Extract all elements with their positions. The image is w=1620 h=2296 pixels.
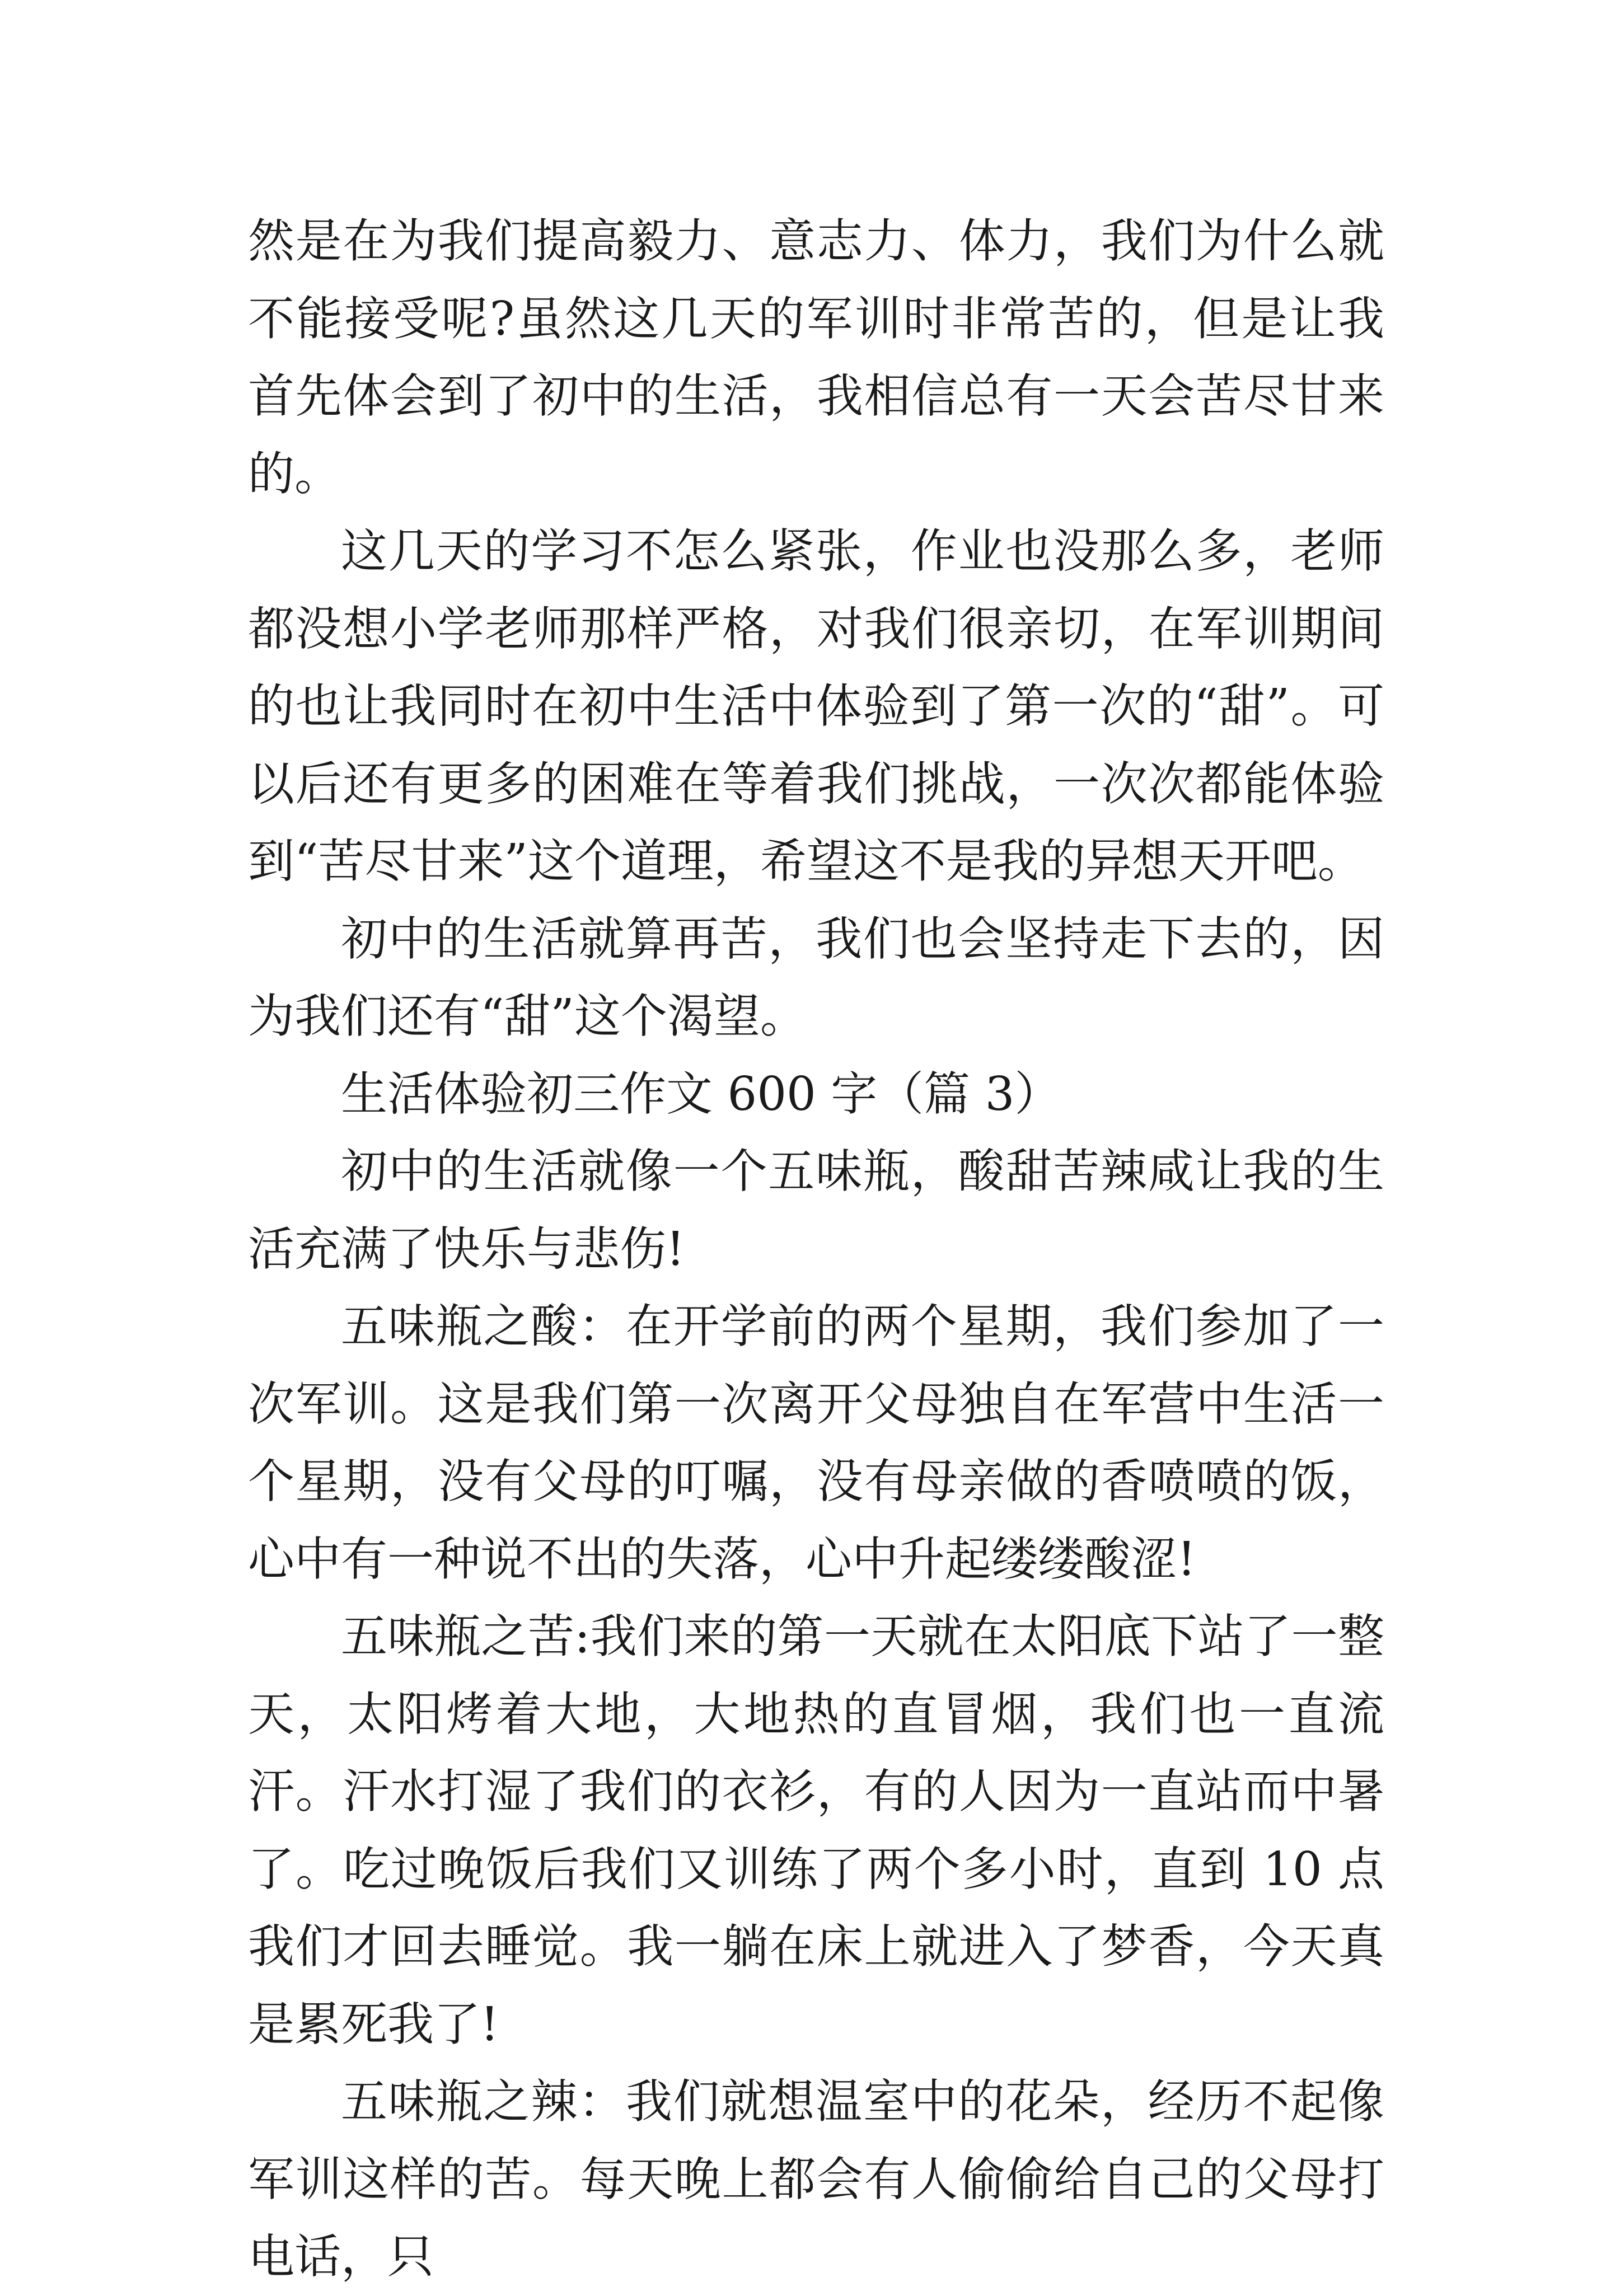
paragraph-5: 五味瓶之酸：在开学前的两个星期，我们参加了一次军训。这是我们第一次离开父母独自在军营中生活一个星期，没有父母的叮嘱，没有母亲做的香喷喷的饭，心中有一种说不出的失落，心中升起缕缕酸涩! xyxy=(248,1299,1384,1586)
section-heading: 生活体验初三作文 600 字（篇 3） xyxy=(341,1066,1061,1121)
paragraph-3: 初中的生活就算再苦，我们也会坚持走下去的，因为我们还有“甜”这个渴望。 xyxy=(248,911,1384,1043)
paragraph-7: 五味瓶之辣：我们就想温室中的花朵，经历不起像军训这样的苦。每天晚上都会有人偷偷给自己的父母打电话，只 xyxy=(248,2074,1384,2284)
body-text xyxy=(248,203,1384,2296)
paragraph-4: 初中的生活就像一个五味瓶，酸甜苦辣咸让我的生活充满了快乐与悲伤! xyxy=(248,1144,1384,1276)
paragraph-6: 五味瓶之苦:我们来的第一天就在太阳底下站了一整天，太阳烤着大地，大地热的直冒烟，我们也一直流汗。汗水打湿了我们的衣衫，有的人因为一直站而中暑了。吃过晚饭后我们又训练了两个多小时，直到 10 点我们才回去睡觉。我一躺在床上就进入了梦香，今天真是累死我了! xyxy=(248,1609,1384,2051)
paragraph-1: 然是在为我们提高毅力、意志力、体力，我们为什么就不能接受呢?虽然这几天的军训时非常苦的，但是让我首先体会到了初中的生活，我相信总有一天会苦尽甘来的。 xyxy=(248,214,1384,501)
paragraph-2: 这几天的学习不怎么紧张，作业也没那么多，老师都没想小学老师那样严格，对我们很亲切，在军训期间的也让我同时在初中生活中体验到了第一次的“甜”。可以后还有更多的困难在等着我们挑战，一次次都能体验到“苦尽甘来”这个道理，希望这不是我的异想天开吧。 xyxy=(248,524,1384,888)
